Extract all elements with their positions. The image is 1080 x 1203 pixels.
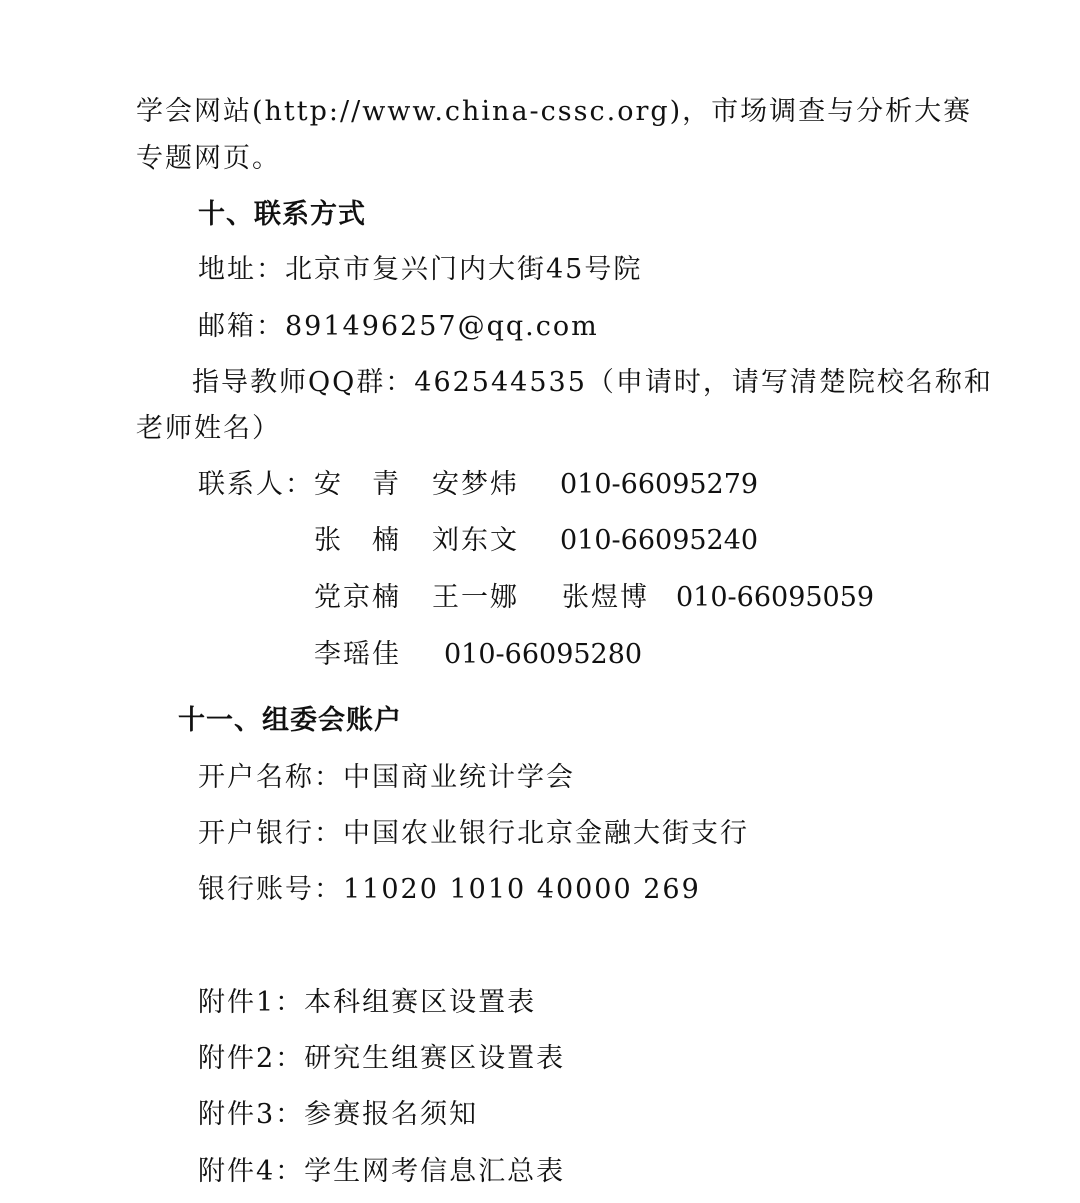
- qq-group-line-2: 老师姓名）: [136, 413, 281, 444]
- contact-name: 王一娜: [432, 582, 519, 613]
- contact-phone: 010-66095059: [676, 582, 875, 613]
- contact-name: 安梦炜: [432, 469, 519, 500]
- section-heading-account: 十一、组委会账户: [178, 705, 402, 736]
- intro-line-2: 专题网页。: [136, 143, 281, 174]
- contact-phone: 010-66095279: [560, 469, 759, 500]
- contact-name: 党京楠: [314, 582, 401, 613]
- contact-name: 张 楠: [314, 525, 401, 556]
- attachment-item: 附件4：学生网考信息汇总表: [198, 1156, 566, 1187]
- account-bank-line: 开户银行：中国农业银行北京金融大街支行: [198, 818, 749, 849]
- contact-phone: 010-66095240: [560, 525, 759, 556]
- section-heading-contact: 十、联系方式: [198, 199, 366, 230]
- contact-phone: 010-66095280: [444, 639, 643, 670]
- intro-line-1: 学会网站(http://www.china-cssc.org)，市场调查与分析大赛: [136, 96, 973, 127]
- account-number-line: 银行账号：11020 1010 40000 269: [198, 874, 701, 905]
- attachment-item: 附件1：本科组赛区设置表: [198, 987, 537, 1018]
- contact-name: 安 青: [314, 469, 401, 500]
- address-line: 地址：北京市复兴门内大街45号院: [198, 254, 643, 285]
- attachment-item: 附件2：研究生组赛区设置表: [198, 1043, 566, 1074]
- contact-person-label: 联系人：: [198, 469, 314, 500]
- attachment-item: 附件3：参赛报名须知: [198, 1099, 479, 1130]
- email-line: 邮箱：891496257@qq.com: [198, 311, 599, 342]
- contact-name: 张煜博: [562, 582, 649, 613]
- account-name-line: 开户名称：中国商业统计学会: [198, 762, 575, 793]
- contact-name: 刘东文: [432, 525, 519, 556]
- qq-group-line-1: 指导教师QQ群：462544535（申请时，请写清楚院校名称和: [192, 367, 993, 398]
- contact-name: 李瑶佳: [314, 639, 401, 670]
